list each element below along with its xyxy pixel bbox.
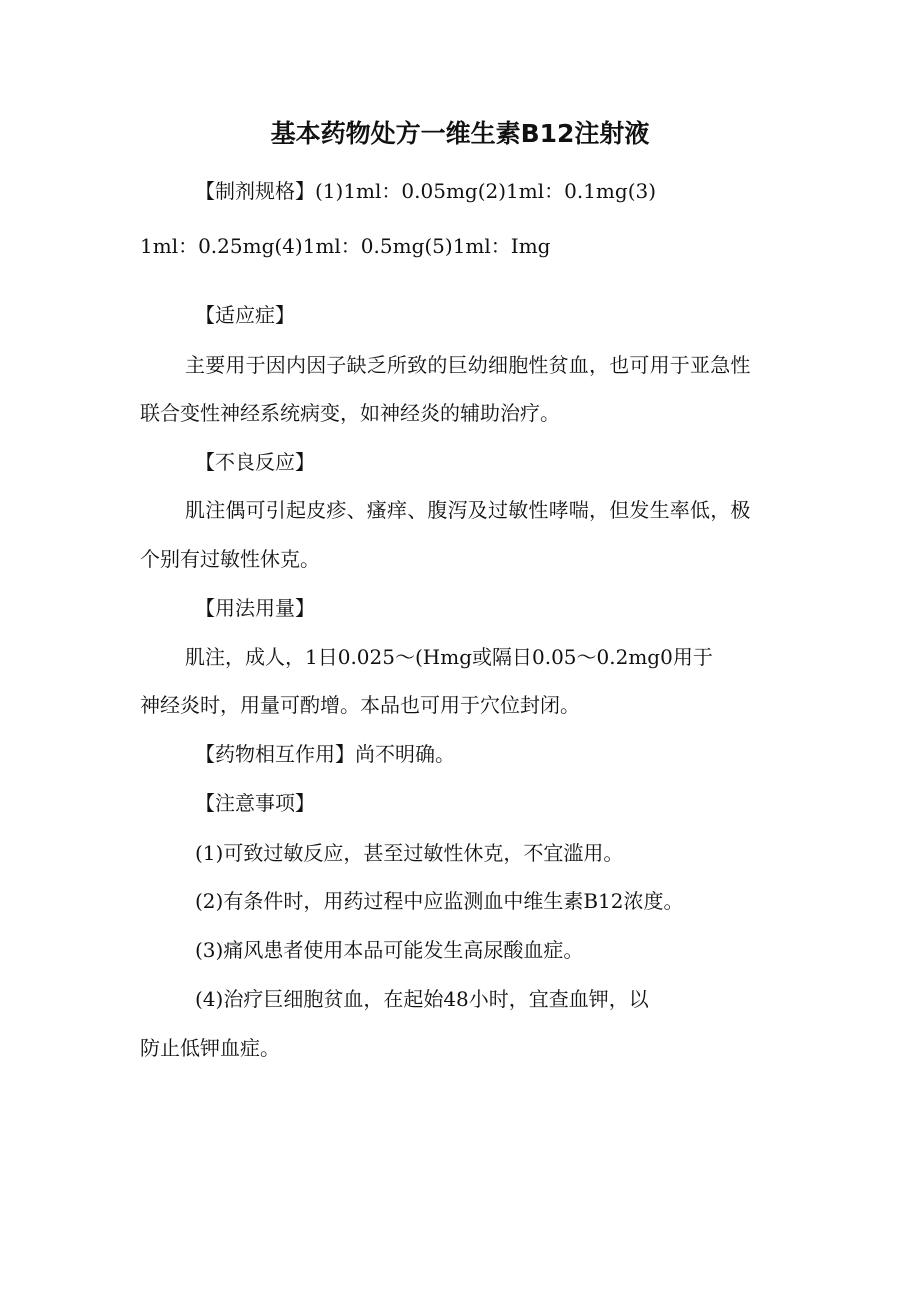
precaution-item-4-line-2: 防止低钾血症。 [140, 1036, 280, 1060]
precautions-heading: 【注意事项】 [195, 791, 315, 815]
precaution-item-3: (3)痛风患者使用本品可能发生高尿酸血症。 [195, 938, 584, 962]
adverse-reactions-line-2: 个别有过敏性休克。 [140, 547, 320, 571]
drug-interactions-line: 【药物相互作用】尚不明确。 [195, 742, 455, 766]
indications-line-2: 联合变性神经系统病变，如神经炎的辅助治疗。 [140, 401, 560, 425]
adverse-reactions-heading: 【不良反应】 [195, 450, 315, 474]
usage-dosage-line-2: 神经炎时，用量可酌增。本品也可用于穴位封闭。 [140, 693, 580, 717]
spec-line-2: 1ml：0.25mg(4)1ml：0.5mg(5)1ml：Img [140, 234, 551, 258]
spec-line-1: 【制剂规格】(1)1ml：0.05mg(2)1ml：0.1mg(3) [195, 179, 657, 203]
usage-dosage-line-1: 肌注，成人，1日0.025～(Hmg或隔日0.05～0.2mg0用于 [185, 645, 713, 669]
usage-dosage-heading: 【用法用量】 [195, 596, 315, 620]
adverse-reactions-line-1: 肌注偶可引起皮疹、瘙痒、腹泻及过敏性哮喘，但发生率低，极 [185, 498, 751, 522]
indications-heading: 【适应症】 [195, 303, 295, 327]
precaution-item-1: (1)可致过敏反应，甚至过敏性休克，不宜滥用。 [195, 841, 624, 865]
precaution-item-4-line-1: (4)治疗巨细胞贫血，在起始48小时，宜查血钾，以 [195, 987, 649, 1011]
precaution-item-2: (2)有条件时，用药过程中应监测血中维生素B12浓度。 [195, 889, 684, 913]
indications-line-1: 主要用于因内因子缺乏所致的巨幼细胞性贫血，也可用于亚急性 [185, 353, 751, 377]
document-title: 基本药物处方一维生素B12注射液 [270, 119, 650, 148]
